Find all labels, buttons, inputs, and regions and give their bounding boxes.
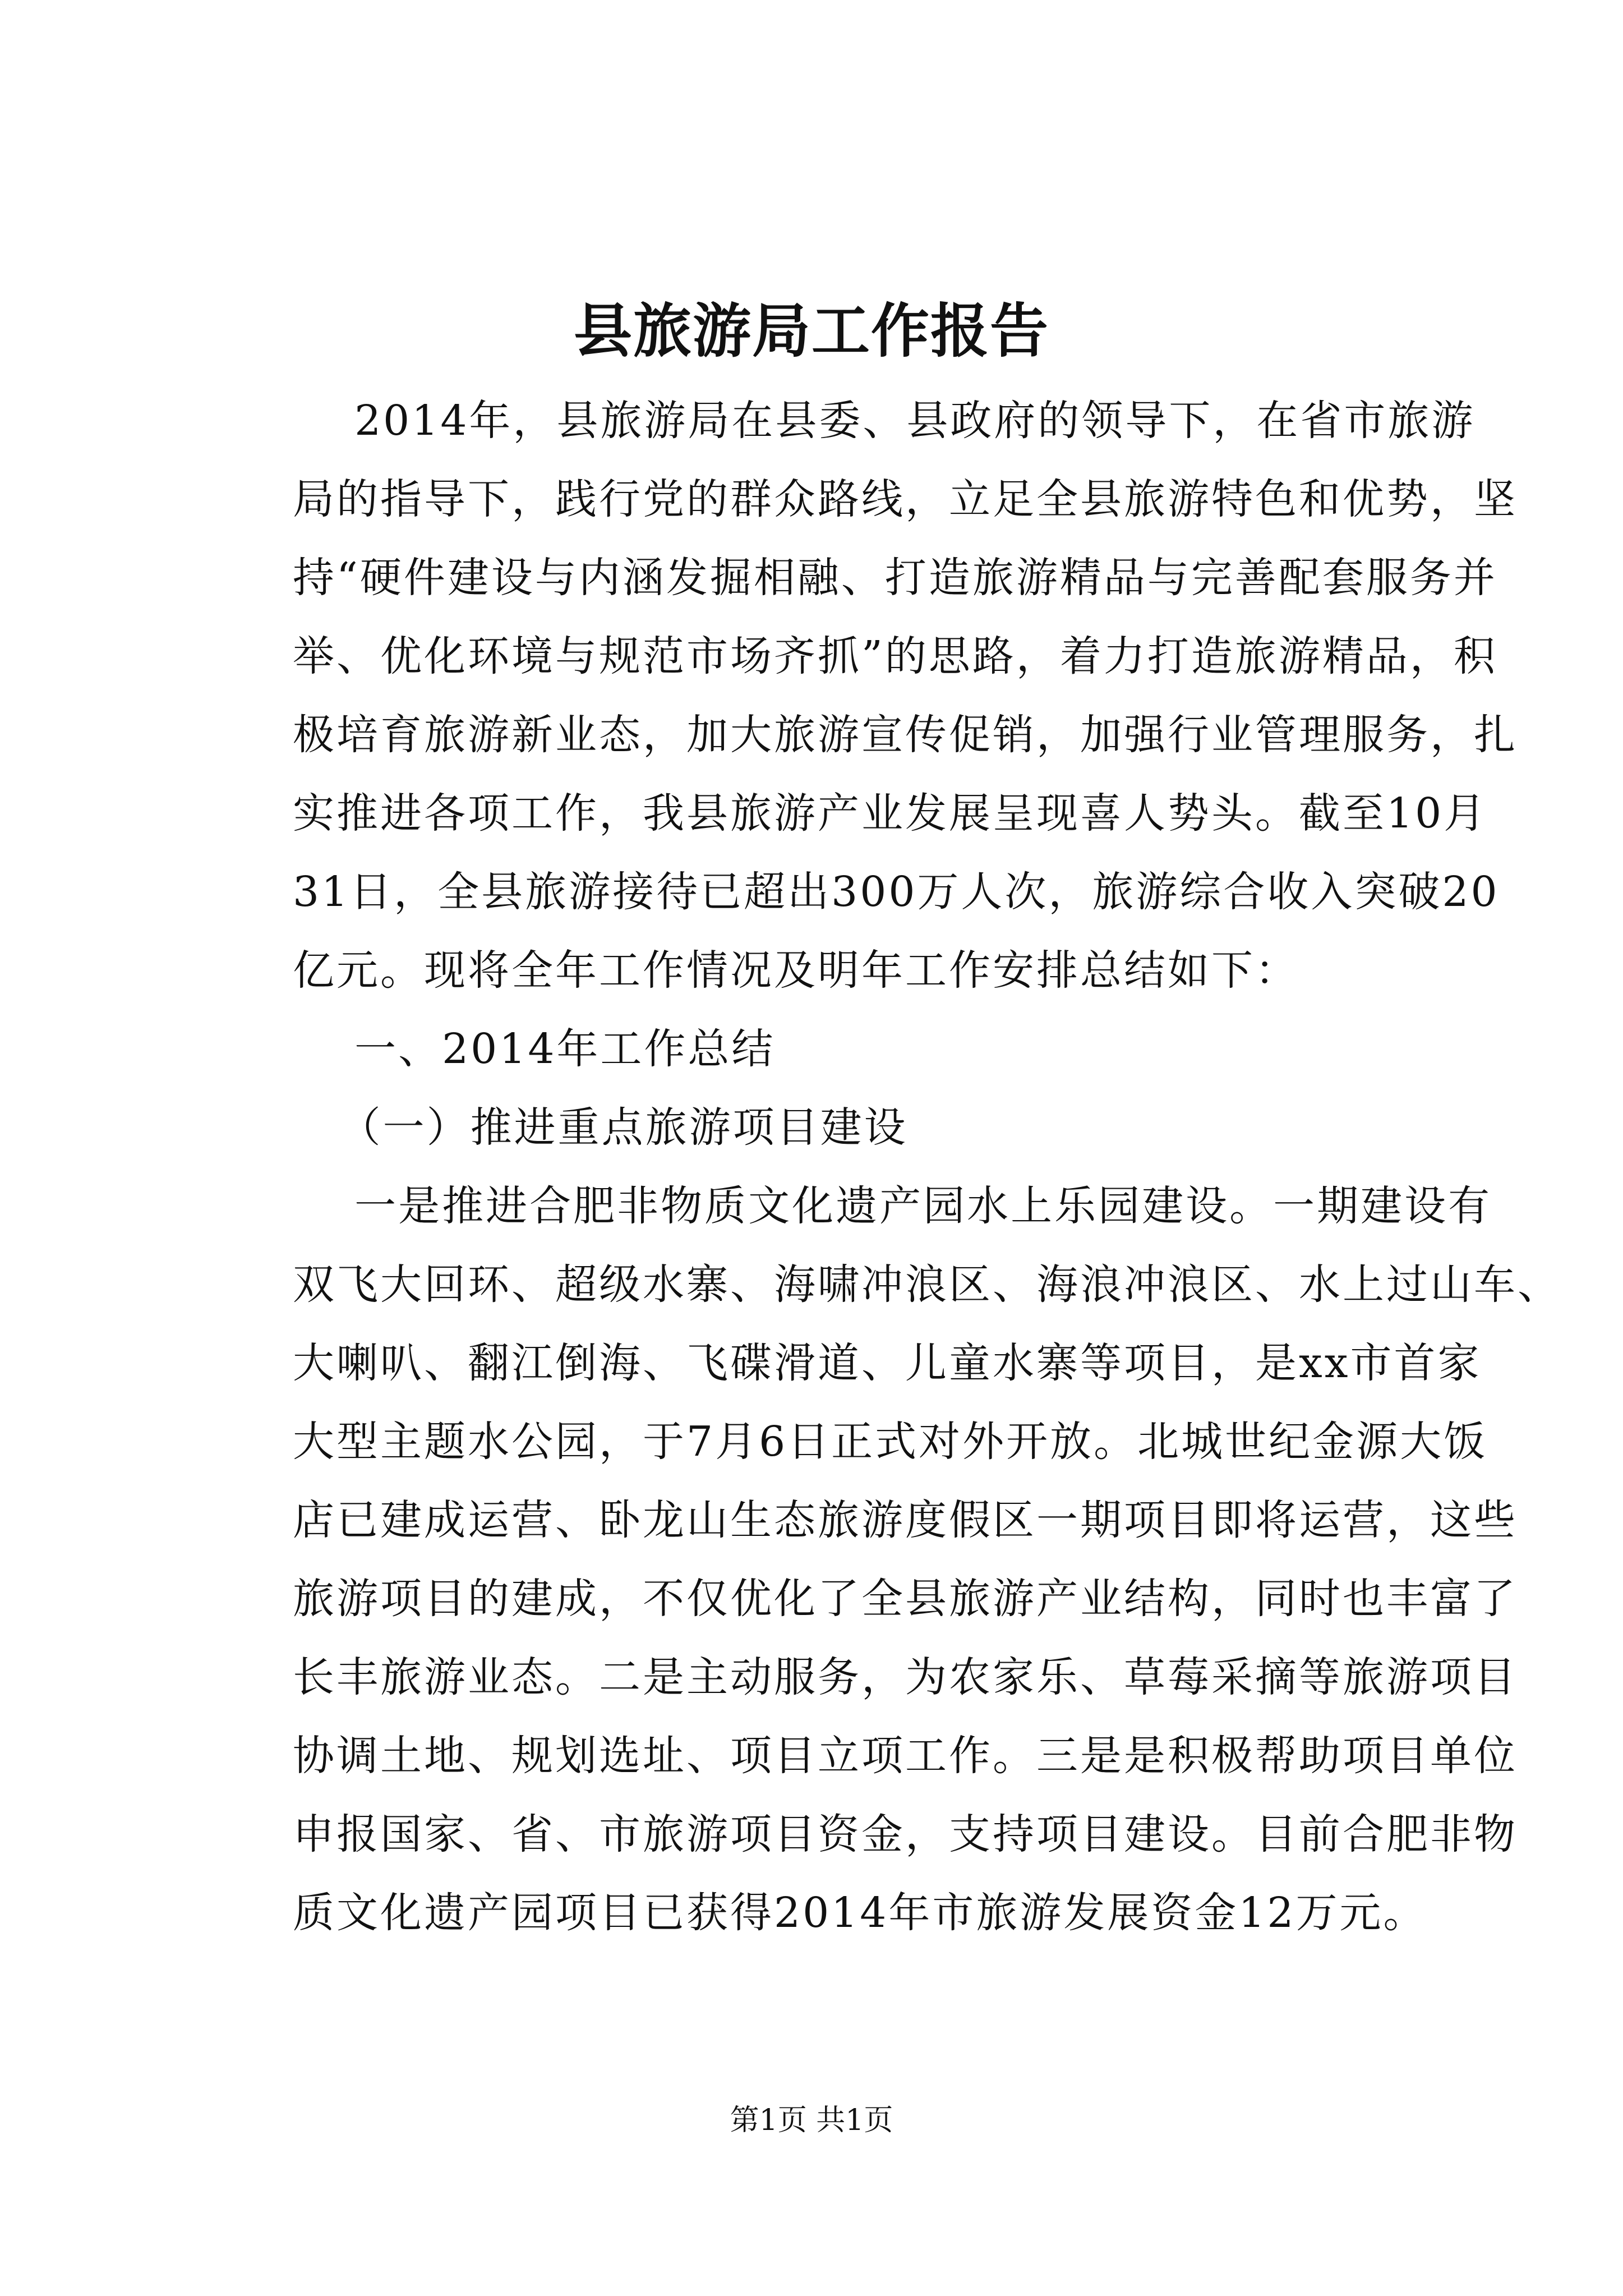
body-line: 双飞大回环、超级水寨、海啸冲浪区、海浪冲浪区、水上过山车、 xyxy=(293,1260,1561,1309)
body-line: 长丰旅游业态。二是主动服务，为农家乐、草莓采摘等旅游项目 xyxy=(293,1653,1518,1701)
body-line: 旅游项目的建成，不仅优化了全县旅游产业结构，同时也丰富了 xyxy=(293,1575,1518,1623)
subsection-heading: （一）推进重点旅游项目建设 xyxy=(293,1103,908,1152)
body-line: 实推进各项工作，我县旅游产业发展呈现喜人势头。截至10月 xyxy=(293,789,1488,838)
body-line: 亿元。现将全年工作情况及明年工作安排总结如下： xyxy=(293,946,1299,995)
document-title: 县旅游局工作报告 xyxy=(573,296,1049,365)
body-line: 店已建成运营、卧龙山生态旅游度假区一期项目即将运营，这些 xyxy=(293,1496,1518,1544)
body-line: 局的指导下，践行党的群众路线，立足全县旅游特色和优势，坚 xyxy=(293,475,1518,523)
section-heading: 一、2014年工作总结 xyxy=(293,1025,776,1073)
body-line: 极培育旅游新业态，加大旅游宣传促销，加强行业管理服务，扎 xyxy=(293,711,1518,759)
body-line: 31日，全县旅游接待已超出300万人次，旅游综合收入突破20 xyxy=(293,868,1500,916)
body-line: 协调土地、规划选址、项目立项工作。三是是积极帮助项目单位 xyxy=(293,1732,1518,1780)
body-line: 申报国家、省、市旅游项目资金，支持项目建设。目前合肥非物 xyxy=(293,1810,1518,1858)
body-line: 大喇叭、翻江倒海、飞碟滑道、儿童水寨等项目，是xx市首家 xyxy=(293,1339,1482,1387)
body-line: 举、优化环境与规范市场齐抓”的思路，着力打造旅游精品，积 xyxy=(293,632,1497,680)
body-line: 质文化遗产园项目已获得2014年市旅游发展资金12万元。 xyxy=(293,1889,1427,1937)
body-line: 大型主题水公园，于7月6日正式对外开放。北城世纪金源大饭 xyxy=(293,1418,1488,1466)
body-line: 持“硬件建设与内涵发掘相融、打造旅游精品与完善配套服务并 xyxy=(293,554,1497,602)
page-footer: 第1页 共1页 xyxy=(730,2104,893,2137)
body-line: 一是推进合肥非物质文化遗产园水上乐园建设。一期建设有 xyxy=(293,1182,1492,1230)
body-line: 2014年，县旅游局在县委、县政府的领导下，在省市旅游 xyxy=(293,397,1476,445)
